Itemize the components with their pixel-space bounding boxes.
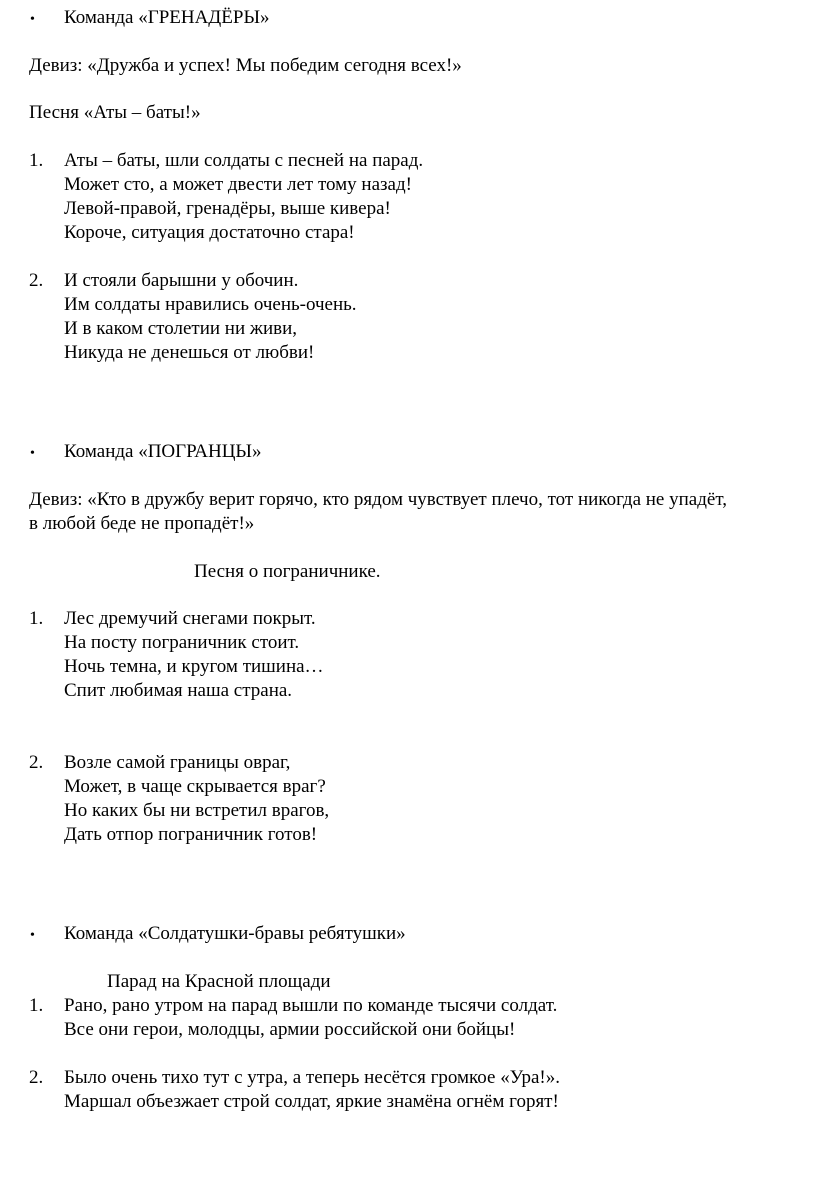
song-title: Песня о пограничнике.: [194, 561, 381, 582]
verse-line: Может сто, а может двести лет тому назад!: [64, 174, 412, 195]
verse-line: Спит любимая наша страна.: [64, 680, 293, 701]
verse-number: 2.: [29, 270, 44, 291]
team-motto: Девиз: «Кто в дружбу верит горячо, кто рядом чувствует плечо, тот никогда не упадёт,: [29, 489, 727, 510]
verse-line: Ночь темна, и кругом тишина…: [64, 656, 324, 677]
song-title: Парад на Красной площади: [107, 971, 331, 992]
verse-line: Им солдаты нравились очень-очень.: [64, 294, 357, 315]
verse-number: 2.: [29, 752, 44, 773]
verse-line: Было очень тихо тут с утра, а теперь несётся громкое «Ура!».: [64, 1067, 561, 1088]
verse-line: Все они герои, молодцы, армии российской они бойцы!: [64, 1019, 516, 1040]
verse-line: И стояли барышни у обочин.: [64, 270, 299, 291]
verse-line: Короче, ситуация достаточно стара!: [64, 222, 355, 243]
verse-line: Дать отпор пограничник готов!: [64, 824, 318, 845]
song-title: Песня «Аты – баты!»: [29, 102, 201, 123]
verse-line: Рано, рано утром на парад вышли по команде тысячи солдат.: [64, 995, 558, 1016]
verse-line: Может, в чаще скрывается враг?: [64, 776, 326, 797]
bullet-icon: •: [30, 446, 35, 461]
verse-line: Маршал объезжает строй солдат, яркие знамёна огнём горят!: [64, 1091, 559, 1112]
bullet-icon: •: [30, 12, 35, 27]
verse-number: 1.: [29, 150, 44, 171]
team-motto: Девиз: «Дружба и успех! Мы победим сегодня всех!»: [29, 55, 462, 76]
verse-line: Лес дремучий снегами покрыт.: [64, 608, 316, 629]
verse-line: На посту пограничник стоит.: [64, 632, 300, 653]
verse-number: 2.: [29, 1067, 44, 1088]
team-heading: Команда «ПОГРАНЦЫ»: [64, 441, 262, 462]
team-motto: в любой беде не пропадёт!»: [29, 513, 255, 534]
verse-line: И в каком столетии ни живи,: [64, 318, 298, 339]
bullet-icon: •: [30, 928, 35, 943]
verse-line: Возле самой границы овраг,: [64, 752, 291, 773]
verse-number: 1.: [29, 608, 44, 629]
verse-line: Никуда не денешься от любви!: [64, 342, 315, 363]
verse-number: 1.: [29, 995, 44, 1016]
verse-line: Аты – баты, шли солдаты с песней на парад.: [64, 150, 424, 171]
verse-line: Левой-правой, гренадёры, выше кивера!: [64, 198, 391, 219]
team-heading: Команда «ГРЕНАДЁРЫ»: [64, 7, 270, 28]
team-heading: Команда «Солдатушки-бравы ребятушки»: [64, 923, 406, 944]
verse-line: Но каких бы ни встретил врагов,: [64, 800, 330, 821]
